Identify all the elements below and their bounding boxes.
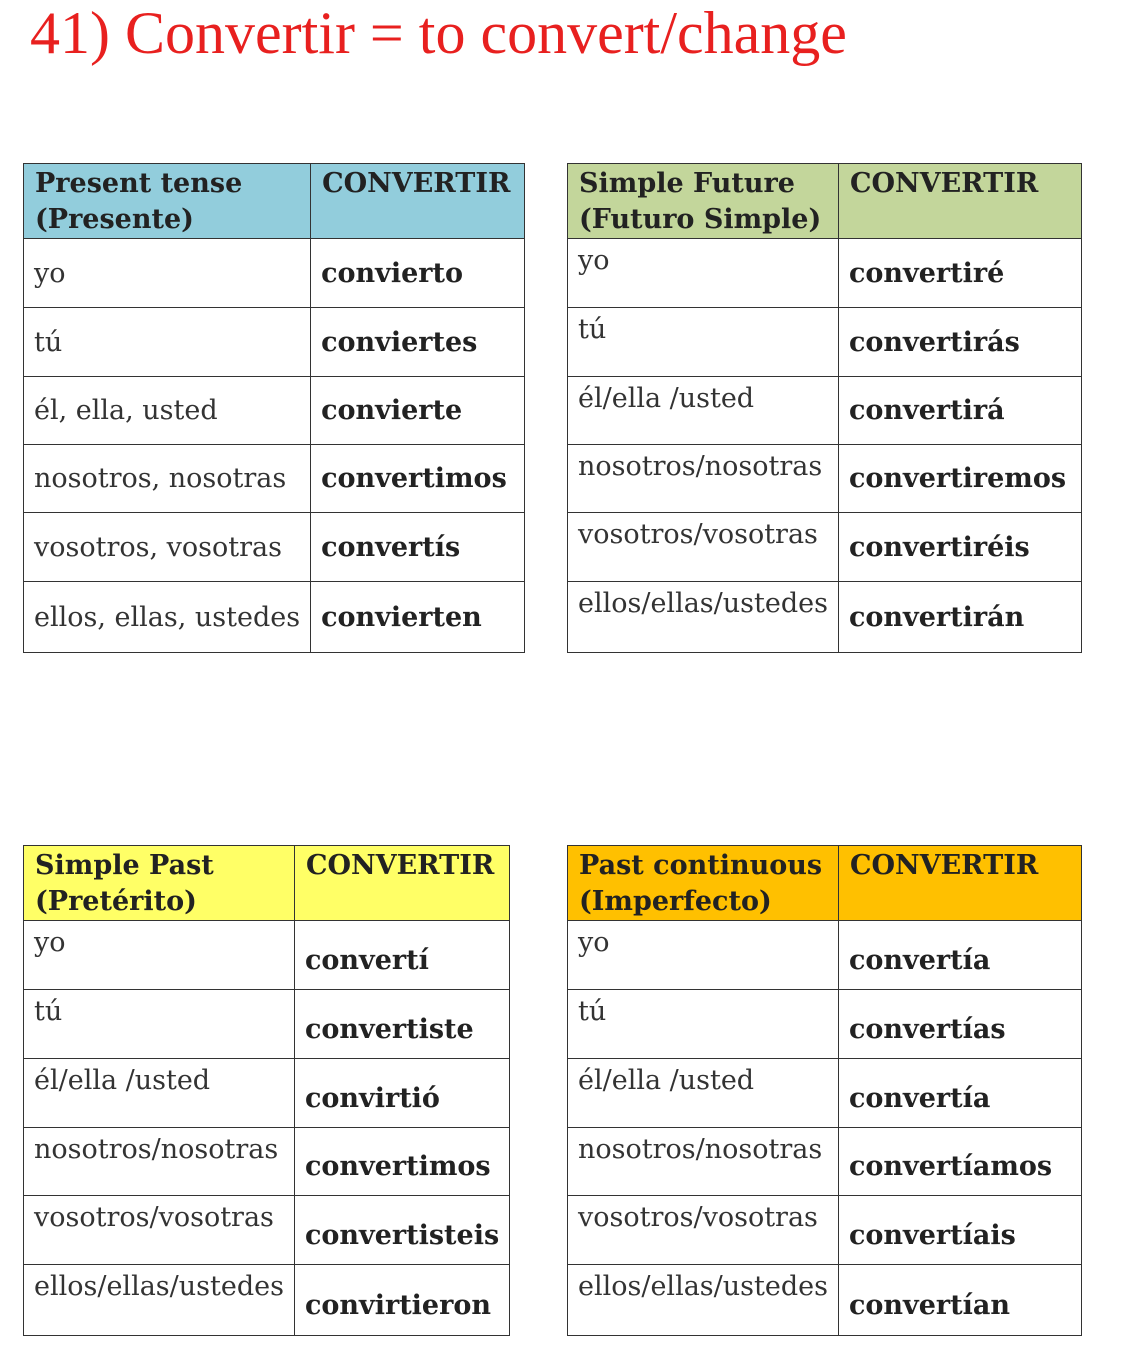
pronoun-cell: yo bbox=[568, 239, 839, 308]
table-row bbox=[24, 990, 510, 1059]
conjugation-cell: convertías bbox=[838, 990, 1081, 1059]
pronoun-cell: vosotros/vosotras bbox=[568, 513, 839, 582]
tense-name-spanish: (Futuro Simple) bbox=[579, 204, 822, 235]
pronoun-cell: vosotros/vosotras bbox=[24, 1196, 295, 1265]
pronoun-cell: nosotros/nosotras bbox=[24, 1128, 295, 1196]
verb-header-cell: CONVERTIR bbox=[838, 164, 1081, 239]
table-row bbox=[568, 1265, 1082, 1336]
conjugation-cell: convierte bbox=[311, 377, 525, 445]
table-header-row bbox=[568, 164, 1082, 239]
pronoun-cell: ellos, ellas, ustedes bbox=[24, 582, 311, 653]
tense-name-spanish: (Imperfecto) bbox=[579, 886, 772, 917]
past-continuous-table bbox=[567, 845, 1082, 1336]
conjugation-cell: convertisteis bbox=[294, 1196, 509, 1265]
verb-header-cell: CONVERTIR bbox=[311, 164, 525, 239]
table-row bbox=[24, 582, 525, 653]
verb-header-cell: CONVERTIR bbox=[294, 846, 509, 921]
table-row bbox=[568, 1196, 1082, 1265]
table-row bbox=[24, 1196, 510, 1265]
conjugation-cell: convertiréis bbox=[838, 513, 1081, 582]
conjugation-cell: convirtieron bbox=[294, 1265, 509, 1336]
conjugation-cell: convertía bbox=[838, 1059, 1081, 1128]
conjugation-cell: convertiste bbox=[294, 990, 509, 1059]
tense-header-cell bbox=[568, 164, 839, 239]
conjugation-cell: convertiremos bbox=[838, 445, 1081, 513]
table-row bbox=[568, 990, 1082, 1059]
table-row bbox=[568, 921, 1082, 990]
table-row bbox=[24, 239, 525, 308]
table-row bbox=[568, 445, 1082, 513]
table-row bbox=[24, 1128, 510, 1196]
pronoun-cell: tú bbox=[568, 990, 839, 1059]
pronoun-cell: él/ella /usted bbox=[568, 1059, 839, 1128]
pronoun-cell: él/ella /usted bbox=[568, 377, 839, 445]
pronoun-cell: ellos/ellas/ustedes bbox=[24, 1265, 295, 1336]
conjugation-cell: convirtió bbox=[294, 1059, 509, 1128]
tense-name: Past continuous bbox=[579, 850, 823, 881]
pronoun-cell: yo bbox=[24, 239, 311, 308]
tense-name-spanish: (Pretérito) bbox=[35, 886, 197, 917]
table-row bbox=[568, 1128, 1082, 1196]
pronoun-cell: yo bbox=[568, 921, 839, 990]
conjugation-cell: conviertes bbox=[311, 308, 525, 377]
conjugation-cell: convierten bbox=[311, 582, 525, 653]
simple-future-table bbox=[567, 163, 1082, 653]
pronoun-cell: vosotros, vosotras bbox=[24, 513, 311, 582]
table-row bbox=[24, 921, 510, 990]
conjugation-cell: convertí bbox=[294, 921, 509, 990]
pronoun-cell: nosotros, nosotras bbox=[24, 445, 311, 513]
table-row bbox=[24, 1265, 510, 1336]
conjugation-cell: convertimos bbox=[311, 445, 525, 513]
conjugation-cell: convertirá bbox=[838, 377, 1081, 445]
table-row bbox=[568, 582, 1082, 653]
conjugation-cell: convertíais bbox=[838, 1196, 1081, 1265]
pronoun-cell: tú bbox=[24, 308, 311, 377]
table-row bbox=[24, 308, 525, 377]
conjugation-cell: convertirás bbox=[838, 308, 1081, 377]
simple-past-table bbox=[23, 845, 510, 1336]
tense-name: Present tense bbox=[35, 168, 243, 199]
pronoun-cell: él/ella /usted bbox=[24, 1059, 295, 1128]
tense-name-spanish: (Presente) bbox=[35, 204, 194, 235]
conjugation-cell: convertimos bbox=[294, 1128, 509, 1196]
pronoun-cell: yo bbox=[24, 921, 295, 990]
conjugation-cell: convertiré bbox=[838, 239, 1081, 308]
table-header-row bbox=[24, 164, 525, 239]
table-header-row bbox=[24, 846, 510, 921]
pronoun-cell: ellos/ellas/ustedes bbox=[568, 582, 839, 653]
table-row bbox=[568, 239, 1082, 308]
table-header-row bbox=[568, 846, 1082, 921]
page-title: 41) Convertir = to convert/change bbox=[30, 0, 847, 66]
pronoun-cell: nosotros/nosotras bbox=[568, 445, 839, 513]
pronoun-cell: él, ella, usted bbox=[24, 377, 311, 445]
pronoun-cell: ellos/ellas/ustedes bbox=[568, 1265, 839, 1336]
conjugation-cell: convertían bbox=[838, 1265, 1081, 1336]
table-row bbox=[24, 445, 525, 513]
conjugation-cell: convierto bbox=[311, 239, 525, 308]
tense-header-cell bbox=[568, 846, 839, 921]
tense-header-cell bbox=[24, 164, 311, 239]
table-row bbox=[24, 1059, 510, 1128]
table-row bbox=[24, 377, 525, 445]
tense-name: Simple Past bbox=[35, 850, 214, 881]
tense-name: Simple Future bbox=[579, 168, 795, 199]
conjugation-cell: convertía bbox=[838, 921, 1081, 990]
pronoun-cell: tú bbox=[24, 990, 295, 1059]
table-row bbox=[568, 513, 1082, 582]
pronoun-cell: vosotros/vosotras bbox=[568, 1196, 839, 1265]
table-row bbox=[568, 1059, 1082, 1128]
table-row bbox=[568, 377, 1082, 445]
pronoun-cell: tú bbox=[568, 308, 839, 377]
verb-header-cell: CONVERTIR bbox=[838, 846, 1081, 921]
table-row bbox=[24, 513, 525, 582]
table-row bbox=[568, 308, 1082, 377]
pronoun-cell: nosotros/nosotras bbox=[568, 1128, 839, 1196]
present-tense-table bbox=[23, 163, 525, 653]
tense-header-cell bbox=[24, 846, 295, 921]
conjugation-cell: convertíamos bbox=[838, 1128, 1081, 1196]
conjugation-cell: convertirán bbox=[838, 582, 1081, 653]
conjugation-cell: convertís bbox=[311, 513, 525, 582]
